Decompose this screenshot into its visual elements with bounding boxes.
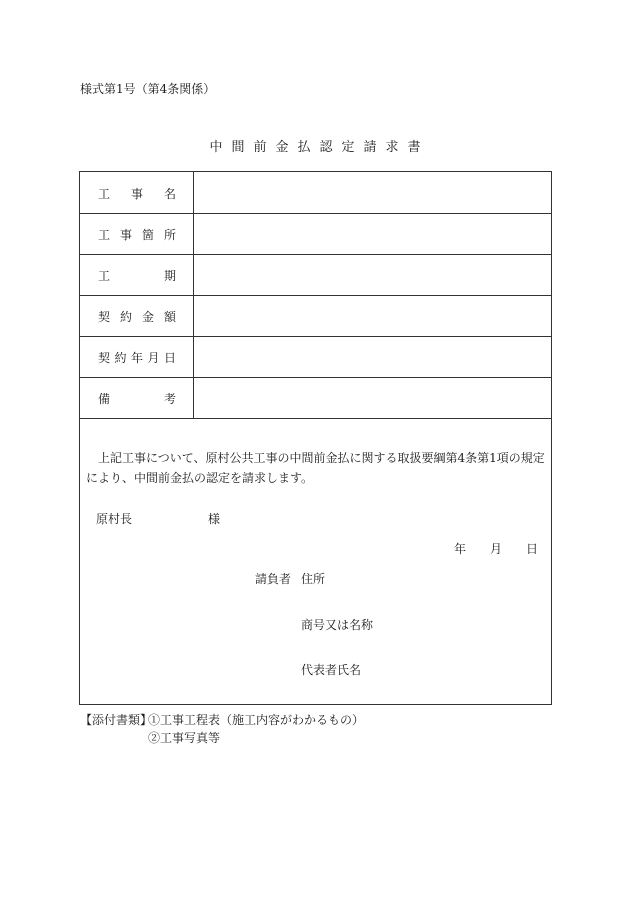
attachment-item: ②工事写真等 bbox=[148, 731, 221, 745]
date-month-label: 月 bbox=[490, 542, 503, 556]
document-title: 中間前金払認定請求書 bbox=[209, 140, 430, 155]
trade-name-label: 商号又は名称 bbox=[301, 618, 374, 632]
form-row-label-text: 契 約 年 月 日 bbox=[98, 351, 176, 365]
form-row-label bbox=[98, 390, 176, 407]
form-row-label-text: 契 約 金 額 bbox=[98, 310, 176, 324]
form-row-label-cell bbox=[80, 295, 194, 336]
attachment-item: ①工事工程表（施工内容がわかるもの） bbox=[148, 713, 365, 727]
address-label: 住所 bbox=[301, 572, 326, 586]
honorific: 様 bbox=[208, 512, 221, 526]
form-number: 様式第1号（第4条関係） bbox=[80, 82, 216, 96]
form-row-label-cell bbox=[80, 254, 194, 295]
form-row bbox=[80, 377, 551, 419]
form-row-label bbox=[98, 185, 176, 202]
form-row-label bbox=[98, 267, 176, 284]
addressee: 原村長 bbox=[96, 512, 133, 526]
form-row bbox=[80, 172, 551, 214]
date-day-label: 日 bbox=[526, 542, 539, 556]
form-row-label-text: 工 期 bbox=[98, 269, 176, 283]
form-row bbox=[80, 336, 551, 378]
request-statement: 上記工事について、原村公共工事の中間前金払に関する取扱要綱第4条第1項の規定により、中間前金払の認定を請求します。 bbox=[86, 451, 545, 485]
form-row-label-cell bbox=[80, 213, 194, 254]
form-row-label-cell bbox=[80, 377, 194, 418]
attachments-label: 【添付書類】 bbox=[80, 713, 153, 727]
date-year-label: 年 bbox=[454, 542, 467, 556]
form-row-label-cell bbox=[80, 172, 194, 213]
form-row-label-text: 工 事 名 bbox=[98, 187, 176, 201]
form-row-label bbox=[98, 226, 176, 243]
form-row bbox=[80, 213, 551, 255]
form-row bbox=[80, 295, 551, 337]
representative-name-label: 代表者氏名 bbox=[301, 663, 362, 677]
form-row-label bbox=[98, 308, 176, 325]
form-row-label-text: 備 考 bbox=[98, 392, 176, 406]
contractor-label: 請負者 bbox=[255, 572, 292, 586]
form-row-label bbox=[98, 349, 176, 366]
form-row-label-cell bbox=[80, 336, 194, 377]
request-form-frame bbox=[79, 171, 552, 705]
form-row bbox=[80, 254, 551, 296]
form-row-label-text: 工 事 箇 所 bbox=[98, 228, 176, 242]
